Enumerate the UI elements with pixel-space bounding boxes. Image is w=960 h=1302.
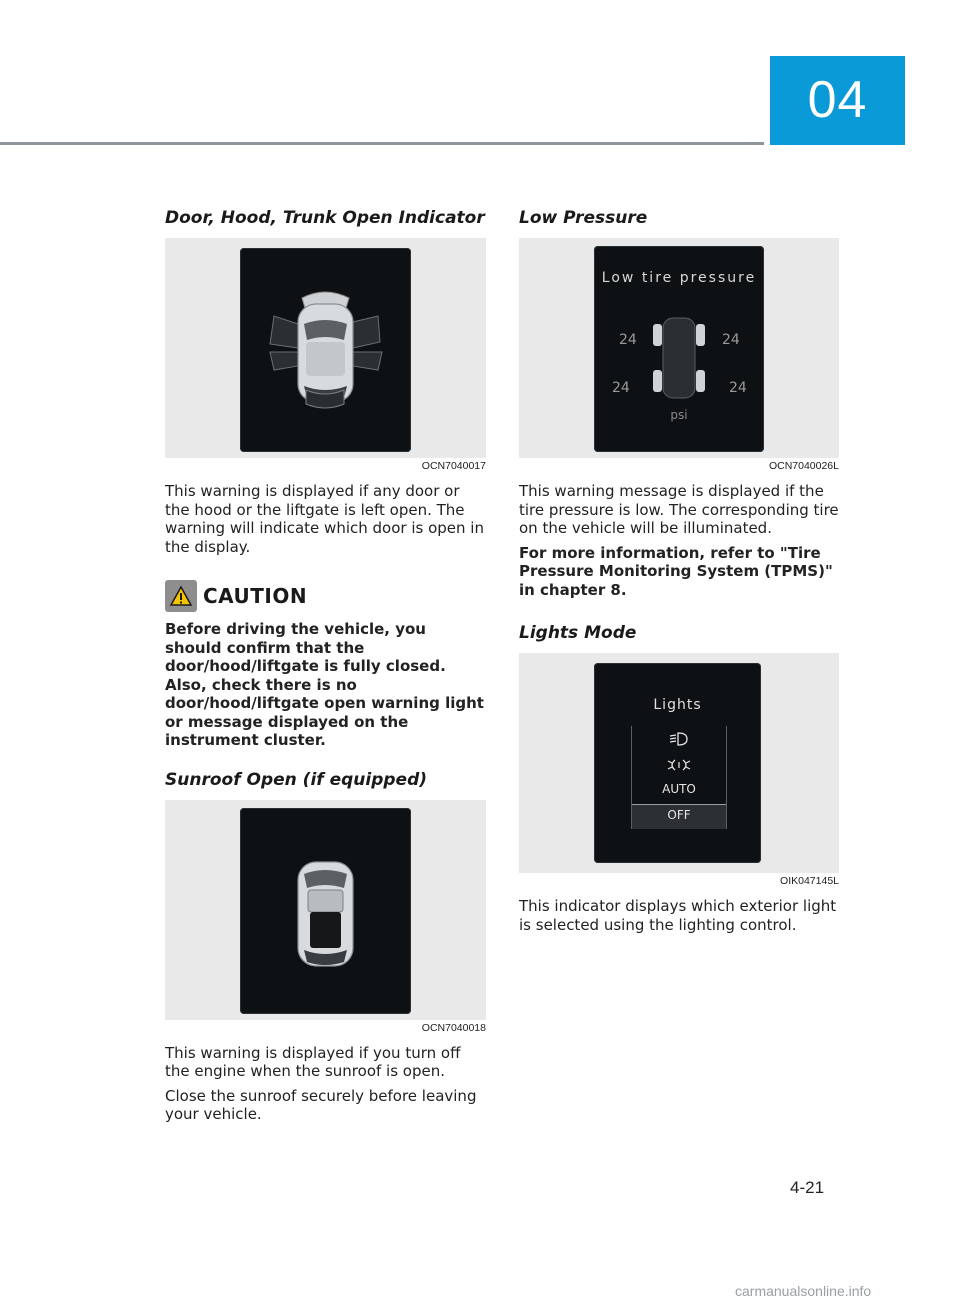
door-indicator-body: This warning is displayed if any door or the hood or the liftgate is left open. The warning will indicate which door is open in the display.	[165, 482, 484, 556]
low-pressure-note: For more information, refer to "Tire Pressure Monitoring System (TPMS)" in chapter 8.	[519, 543, 833, 599]
caution-title: CAUTION	[203, 584, 308, 608]
door-indicator-heading: Door, Hood, Trunk Open Indicator	[165, 208, 485, 228]
tire-pressure-screen	[594, 246, 764, 452]
chapter-tab: 04	[770, 56, 905, 145]
lights-mode-heading: Lights Mode	[519, 623, 637, 643]
low-beam-icon	[669, 732, 689, 746]
header-rule	[0, 142, 764, 145]
car-sunroof-open-icon	[240, 808, 411, 1014]
lights-display-screen	[594, 663, 761, 863]
tire-pressure-unit: psi	[670, 408, 688, 422]
page-number: 4-21	[790, 1178, 825, 1197]
sunroof-image-caption: OCN7040018	[421, 1021, 486, 1034]
sunroof-body-1: This warning is displayed if you turn off the engine when the sunroof is open.	[165, 1043, 461, 1080]
lights-options-list	[631, 726, 727, 829]
sunroof-figure	[165, 800, 486, 1020]
tire-front-left-value: 24	[619, 332, 637, 348]
low-pressure-body: This warning message is displayed if the tire pressure is low. The corresponding tire on the vehicle will be illuminated.	[519, 482, 839, 537]
lights-figure	[519, 653, 839, 873]
caution-header	[165, 580, 486, 612]
door-image-caption: OCN7040017	[421, 460, 486, 472]
sunroof-heading: Sunroof Open (if equipped)	[165, 769, 428, 790]
caution-box	[165, 580, 486, 750]
tire-rear-left-value: 24	[612, 380, 630, 396]
watermark: carmanualsonline.info	[735, 1283, 872, 1299]
car-tires-icon	[649, 314, 709, 404]
low-pressure-image-caption: OCN7040026L	[768, 460, 839, 472]
door-figure	[165, 238, 486, 458]
lights-option-off: OFF	[667, 808, 691, 822]
tire-front-right-value: 24	[722, 332, 740, 348]
sunroof-body-2: Close the sunroof securely before leaving your vehicle.	[165, 1086, 477, 1123]
lights-image-caption: OIK047145L	[780, 875, 839, 887]
tire-pressure-screen-title: Low tire pressure	[601, 270, 757, 286]
tire-rear-right-value: 24	[729, 380, 747, 396]
lights-mode-body: This indicator displays which exterior light is selected using the lighting control.	[519, 897, 837, 934]
sunroof-display-screen	[240, 808, 411, 1014]
parking-lights-icon	[667, 758, 691, 772]
low-pressure-heading: Low Pressure	[519, 208, 648, 228]
right-column	[519, 208, 839, 934]
left-column	[165, 208, 486, 1124]
caution-body: Before driving the vehicle, you should confirm that the door/hood/liftgate is fully closed. Also, check there is no door/hood/liftgate open warning light or message displayed on the instrument cluster.	[165, 620, 484, 749]
warning-triangle-icon	[165, 580, 197, 612]
lights-option-auto: AUTO	[662, 782, 696, 796]
lights-screen-title: Lights	[653, 697, 702, 713]
door-display-screen	[240, 248, 411, 452]
low-pressure-figure	[519, 238, 839, 458]
car-doors-open-icon	[240, 248, 411, 452]
